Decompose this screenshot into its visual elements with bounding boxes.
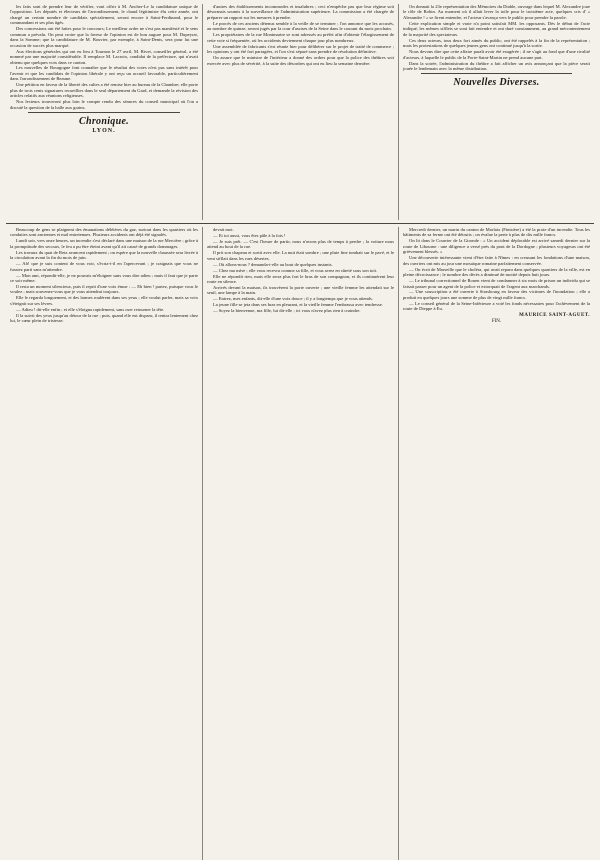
article-paragraph: Elle ne répondit rien, mais elle serra plus fort le bras de son compagnon, et ils continuèrent leur route en silence. (207, 273, 394, 285)
article-paragraph: — Mon ami, répondit-elle, je ne pouvais m'éloigner sans vous dire adieu ; mais il faut que je parte ce soir même. (10, 272, 198, 284)
article-paragraph: devait moi. (213, 227, 234, 232)
article-paragraph: — Chez ma mère ; elle vous recevra comme sa fille, et vous serez en sûreté sous son toit. (213, 267, 378, 273)
article-paragraph: Il prit son chapeau et sortit avec elle. La nuit était sombre ; une pluie fine tombait sur le pavé, et le vent sifflait dans les rues désertes. (207, 250, 394, 261)
article-paragraph: — Je suis prêt. — C'est l'heure de partir, nous n'avons plus de temps à perdre ; la voiture nous attend au bout de la rue. (207, 238, 394, 250)
article-paragraph: — Où allons-nous ? demanda-t-elle au bout de quelques instants. (213, 261, 333, 267)
article-paragraph: Une pétition en faveur de la liberté des cultes a été remise hier au bureau de la Chambre; elle porte plus de trois cents signatures recueillies dans le seul département du Gard, et demande la révision des articles relatifs aux réunions religieuses. (10, 82, 198, 99)
article-paragraph: Il la suivit des yeux jusqu'au détour de la rue ; puis, quand elle eut disparu, il rentra lentement chez lui, le cœur plein de tristesse. (10, 312, 198, 324)
column-2-bottom (202, 227, 398, 860)
column-1-bottom (6, 227, 202, 860)
article-paragraph: Des concessions ont été faites pour le concours; Le meilleur ordre ne s'est pas manifesté et le sens commun a prévalu. On peut croire que la faveur de l'opinion est de bon augure pour M. Dupeyrat, dans la Somme; que la candidature de M. Bouvier, par exemple, à Saint-Denis, sera pour lui une occasion de succès plus marqué. (10, 26, 198, 48)
divider (28, 112, 180, 113)
article-paragraph: Les travaux du quai de Retz avancent rapidement ; on espère que la nouvelle chaussée sera livrée à la circulation avant la fin du mois de juin. (10, 249, 198, 261)
article-paragraph: — Et toi aussi, vous êtes pâle à la fois ! (213, 232, 286, 238)
column-1-top (6, 4, 202, 220)
column-3-bottom (398, 227, 594, 860)
article-paragraph: Ces deux acteurs, tous deux fort aimés du public, ont été rappelés à la fin de la représentation ; mais les protestations de quelques jeunes gens ont continué jusqu'à la sortie. (403, 37, 590, 49)
column-2-top (202, 4, 398, 220)
article-paragraph: On lit dans le Courrier de la Gironde : « Un accident déplorable est arrivé samedi dernier sur la route de Libourne : une diligence a versé près du pont de la Dordogne ; plusieurs voyageurs ont été grièvement blessés. » (403, 238, 590, 255)
article-paragraph: Cette explication simple et vraie n'a point satisfait MM. les opposants. Dès le début de l'acte indiqué, les mêmes sifflets se sont fait entendre et ont duré constamment, au grand mécontentement de la majorité des spectateurs. (403, 20, 590, 37)
article-paragraph: Mercredi dernier, un marin du canton de Morlaix (Finistère) a été la proie d'un incendie. Tous les bâtiments de sa ferme ont été détruits ; on évalue la perte à plus de dix mille francs. (403, 227, 590, 238)
article-paragraph: — Adieu ! dit-elle enfin ; et elle s'éloigna rapidement, sans oser retourner la tête. (16, 306, 165, 312)
article-paragraph: — Une souscription a été ouverte à Strasbourg en faveur des victimes de l'inondation ; elle a produit en quelques jours une somme de plus de vingt mille francs. (403, 289, 590, 300)
feuilleton-separator (6, 223, 594, 224)
article-paragraph: Les nouvelles de Bourgogne font connaître que le résultat des votes n'est pas sans intérêt pour l'avenir et que les candidats de l'opinion libérale y ont reçu un accueil favorable, particulièrement dans l'arrondissement de Beaune. (10, 65, 198, 82)
column-3-top (398, 4, 594, 220)
article-paragraph: — Entrez, mes enfants, dit-elle d'une voix douce ; il y a longtemps que je vous attends. (213, 296, 373, 302)
article-paragraph: Le procès de ces anciens détenus semble à la veille de se terminer ; l'on annonce que les accusés, au nombre de quinze, seront jugés par la cour d'assises de la Seine dans le courant du mois prochain. (207, 20, 394, 32)
article-paragraph: Nous devons dire que cette affaire paraît avoir été exagérée ; il ne s'agit au fond que d'une rivalité d'acteurs, à laquelle le public de la Porte-Saint-Martin ne prend aucune part. (403, 49, 590, 60)
divider (421, 73, 572, 74)
article-paragraph: On assure que le ministre de l'intérieur a donné des ordres pour que la police des théâtres soit exercée avec plus de sévérité, à la suite des désordres qui ont eu lieu la semaine dernière. (207, 55, 394, 66)
article-paragraph: Lundi soir, vers onze heures, un incendie s'est déclaré dans une maison de la rue Mercière ; grâce à la promptitude des secours, le feu a pu être éteint avant qu'il ait causé de grands dommages. (10, 238, 198, 249)
divers-heading (403, 77, 590, 88)
article-paragraph: les faits sont de prendre leur de vérifier, vont offrir à M. Ancher-Le la candidature unique de l'opposition. Les députés et électeurs de l'arrondissement, le chaud légitimiste élu cette année, ont chargé un certain nombre de candidats spécialement, seront encore à Saint-Ferdinand, pour le commandant et ses plus âgés. (10, 4, 198, 26)
article-paragraph: Une assemblée de fabricants s'est réunie hier pour délibérer sur le projet de traité de commerce ; les opinions y ont été fort partagées, et l'on s'est séparé sans prendre de résolution définitive. (207, 43, 394, 55)
bottom-band (6, 227, 594, 860)
article-paragraph: — On écrit de Marseille que le choléra, qui avait reparu dans quelques quartiers de la ville, est en pleine décroissance ; le nombre des décès a diminué de moitié depuis huit jours. (403, 266, 590, 278)
article-paragraph: — Ah! que je suis content de vous voir, s'écria-t-il en l'apercevant ; je craignais que vous ne fussiez parti sans m'attendre. (10, 261, 198, 272)
article-paragraph: Nos lecteurs trouveront plus loin le compte rendu des séances du conseil municipal où l'on a discuté la question de la halle aux grains. (10, 99, 198, 110)
article-paragraph: d'autres des établissements incommodes et insalubres ; ceci n'empêche pas que leur régime soit désormais soumis à la surveillance de l'administration supérieure. La commission a été chargée de préparer un rapport sur les mesures à prendre. (207, 4, 394, 20)
section-title: Nouvelles Diverses. (453, 77, 540, 89)
section-title: Chronique. (79, 116, 129, 128)
article-paragraph: — Le tribunal correctionnel de Rouen vient de condamner à six mois de prison un individu qui se faisait passer pour un agent de la police et extorquait de l'argent aux marchands. (403, 278, 590, 289)
section-subtitle: LYON. (92, 128, 116, 135)
article-paragraph: La jeune fille se jeta dans ses bras en pleurant, et la vieille femme l'embrassa avec tendresse. (213, 302, 383, 308)
article-paragraph: Arrivés devant la maison, ils trouvèrent la porte ouverte ; une vieille femme les attendait sur le seuil, une lampe à la main. (207, 285, 394, 296)
author-signature: MAURICE SAINT-AGUET. (519, 312, 590, 318)
article-paragraph: Il resta un moment silencieux, puis il reprit d'une voix émue : — Eh bien ! partez, puisque vous le voulez ; mais souvenez-vous que je vous attendrai toujours. (10, 284, 198, 295)
end-marker: FIN. (491, 318, 502, 324)
chronique-heading (10, 116, 198, 134)
article-paragraph: Aux élections générales qui ont eu lieu à Tournon le 27 avril, M. Rivet, conseiller général, a été nommé par une majorité considérable. Il remplace M. Lacroix, candidat de la préfecture, qui n'avait obtenu que quelques voix dans ce canton. (10, 48, 198, 65)
article-paragraph: Beaucoup de gens se plaignent des émanations délétères du gaz, surtout dans les quartiers où les conduites sont anciennes et mal entretenues. Plusieurs accidents ont déjà été signalés. (10, 227, 198, 238)
top-band (6, 4, 594, 220)
article-paragraph: Une découverte intéressante vient d'être faite à Nîmes : en creusant les fondations d'une maison, des ouvriers ont mis au jour une mosaïque romaine parfaitement conservée. (403, 255, 590, 266)
article-paragraph: — Le conseil général de la Seine-Inférieure a voté les fonds nécessaires pour l'achèvement de la route de Dieppe à Eu. (403, 300, 590, 312)
article-paragraph: On donnait la 23e représentation des Mémoires du Diable, ouvrage dans lequel M. Alexandre joue le rôle de Robin. Au moment où il allait lever la toile pour le troisième acte, quelques cris d' « Alexandre ! » se firent entendre, et l'acteur s'avança vers le public pour prendre la parole. (403, 4, 590, 20)
article-paragraph: — Soyez la bienvenue, ma fille, lui dit-elle ; ici vous n'avez plus rien à craindre. (213, 308, 361, 314)
article-paragraph: Les propriétaires de la rue Montmartre se sont adressés au préfet afin d'obtenir l'élargissement de cette voie si fréquentée, où les accidents deviennent chaque jour plus nombreux. (207, 32, 394, 43)
article-paragraph: Elle le regarda longuement, et des larmes roulèrent dans ses yeux ; elle voulut parler, mais sa voix s'éteignit sur ses lèvres. (10, 295, 198, 306)
article-paragraph: Dans la soirée, l'administration du théâtre a fait afficher un avis annonçant que la pièce serait jouée le lendemain avec la même distribution. (403, 60, 590, 71)
